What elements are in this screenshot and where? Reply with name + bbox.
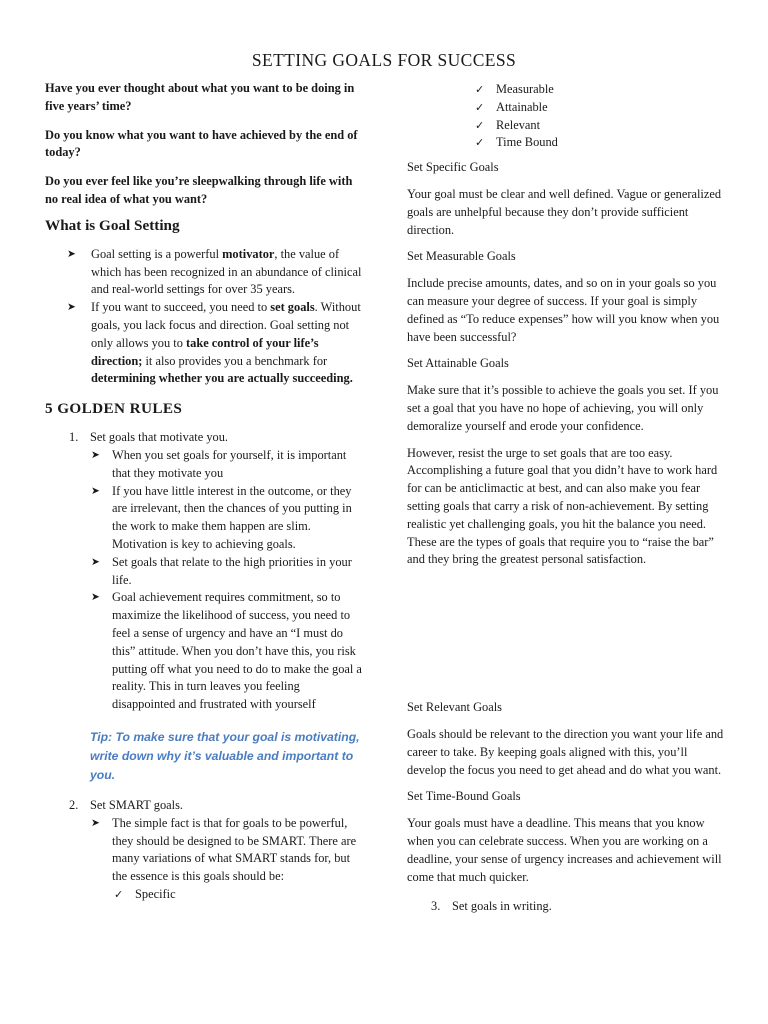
left-column (45, 80, 363, 904)
rule-1-sub-3: ➤ Set goals that relate to the high priorities in your life. (91, 554, 352, 587)
tip-text: Tip: To make sure that your goal is motivating, write down why it’s valuable and important to you. (90, 729, 360, 782)
arrowhead-bullet-icon: ➤ (67, 247, 76, 260)
specific-goals-heading: Set Specific Goals (407, 160, 499, 175)
rule-2 (45, 797, 363, 815)
attainable-goals-text-2: However, resist the urge to set goals that are too easy. Accomplishing a future goal that you didn’t have to work hard for can be anticlimactic at best, and can also make you fear setting goals that carry a risk of non-achievement. By setting realistic yet challenging goals, you hit the balance you need. These are the types of goals that require you to “raise the bar” and they bring the greatest personal satisfaction. (407, 445, 718, 567)
arrowhead-bullet-icon: ➤ (91, 484, 100, 497)
what-bullet-2: ➤ If you want to succeed, you need to set goals. Without goals, you lack focus and direction. Goal setting not only allows you to take control of your life’s direction; it also provides you a benchmark for determining whether you are actually succeeding. (67, 300, 361, 386)
checkmark-icon: ✓ (475, 83, 485, 96)
checkmark-icon: ✓ (475, 100, 485, 114)
checkmark-icon: ✓ (475, 136, 485, 150)
rule-label: Set SMART goals. (90, 797, 184, 812)
attainable-goals-heading: Set Attainable Goals (407, 356, 509, 371)
rule-label: Set goals in writing. (452, 899, 552, 914)
golden-rules-heading: 5 GOLDEN RULES (45, 400, 183, 418)
relevant-goals-heading: Set Relevant Goals (407, 700, 502, 715)
page-title: SETTING GOALS FOR SUCCESS (251, 50, 517, 70)
arrowhead-bullet-icon: ➤ (91, 816, 100, 829)
rule-number: 1. (69, 430, 79, 445)
what-is-goal-setting-heading: What is Goal Setting (45, 216, 180, 234)
check-item-attainable: ✓ Attainable (496, 99, 725, 117)
arrowhead-bullet-icon: ➤ (91, 591, 100, 604)
what-bullets (45, 246, 363, 388)
arrowhead-bullet-icon: ➤ (91, 448, 100, 461)
rule-2-subbullets (45, 815, 363, 886)
check-item-measurable: ✓ Measurable (496, 81, 725, 99)
smart-checklist-continued (407, 81, 725, 152)
measurable-goals-heading: Set Measurable Goals (407, 249, 516, 264)
rule-1 (45, 429, 363, 447)
checkmark-icon: ✓ (475, 118, 485, 132)
check-item-relevant: ✓ Relevant (496, 117, 725, 135)
rule-number: 2. (69, 797, 79, 812)
time-bound-goals-heading: Set Time-Bound Goals (407, 789, 521, 804)
rule-number: 3. (431, 899, 441, 914)
time-bound-goals-text: Your goals must have a deadline. This means that you know when you can celebrate success. When you are working on a deadline, your sense of urgency increases and achievement will come that much quicker. (407, 816, 722, 884)
intro-question-2: Do you know what you want to have achieved by the end of today? (45, 127, 358, 160)
check-item-time-bound: ✓ Time Bound (496, 134, 725, 152)
arrowhead-bullet-icon: ➤ (67, 301, 76, 314)
rule-1-subbullets (45, 447, 363, 714)
what-bullet-1: ➤ Goal setting is a powerful motivator, the value of which has been recognized in an abundance of clinical and real-world settings for over 35 years. (67, 246, 362, 297)
smart-checklist-start (45, 886, 363, 904)
measurable-goals-text: Include precise amounts, dates, and so on in your goals so you can measure your degree of success. If your goal is simply defined as “To reduce expenses” how will you know when you have been successful? (407, 276, 720, 344)
rule-1-sub-1: ➤ When you set goals for yourself, it is important that they motivate you (91, 447, 347, 480)
attainable-goals-text-1: Make sure that it’s possible to achieve the goals you set. If you set a goal that you have no hope of achieving, you will only demoralize yourself and erode your confidence. (407, 383, 719, 433)
specific-goals-text: Your goal must be clear and well defined. Vague or generalized goals are unhelpful because they don’t provide sufficient direction. (407, 186, 722, 237)
blank-space (407, 578, 725, 699)
rule-2-sub-1: ➤ The simple fact is that for goals to be powerful, they should be designed to be SMART. There are many variations of what SMART stands for, but the essence is this goals should be: (91, 815, 357, 884)
rule-1-sub-2: ➤ If you have little interest in the outcome, or they are irrelevant, then the chances of you putting in the work to make them happen are slim. Motivation is key to achieving goals. (91, 483, 352, 551)
check-item-specific: ✓ Specific (135, 886, 363, 904)
rule-1-sub-4: ➤ Goal achievement requires commitment, so to maximize the likelihood of success, you need to feel a sense of urgency and have an “I must do this” attitude. When you don’t have this, you risk putting off what you need to do to make the goal a reality. This in turn leaves you feeling disappointed and frustrated with yourself (91, 590, 362, 712)
arrowhead-bullet-icon: ➤ (91, 555, 100, 568)
rule-3 (407, 898, 725, 916)
checkmark-icon: ✓ (114, 887, 124, 901)
right-column (407, 81, 725, 916)
rule-label: Set goals that motivate you. (90, 430, 228, 445)
intro-question-1: Have you ever thought about what you want to be doing in five years’ time? (45, 81, 355, 113)
intro-question-3: Do you ever feel like you’re sleepwalking through life with no real idea of what you want? (45, 174, 353, 206)
relevant-goals-text: Goals should be relevant to the direction you want your life and career to take. By keeping goals aligned with this, you’ll develop the focus you need to get ahead and do what you want. (407, 726, 724, 777)
